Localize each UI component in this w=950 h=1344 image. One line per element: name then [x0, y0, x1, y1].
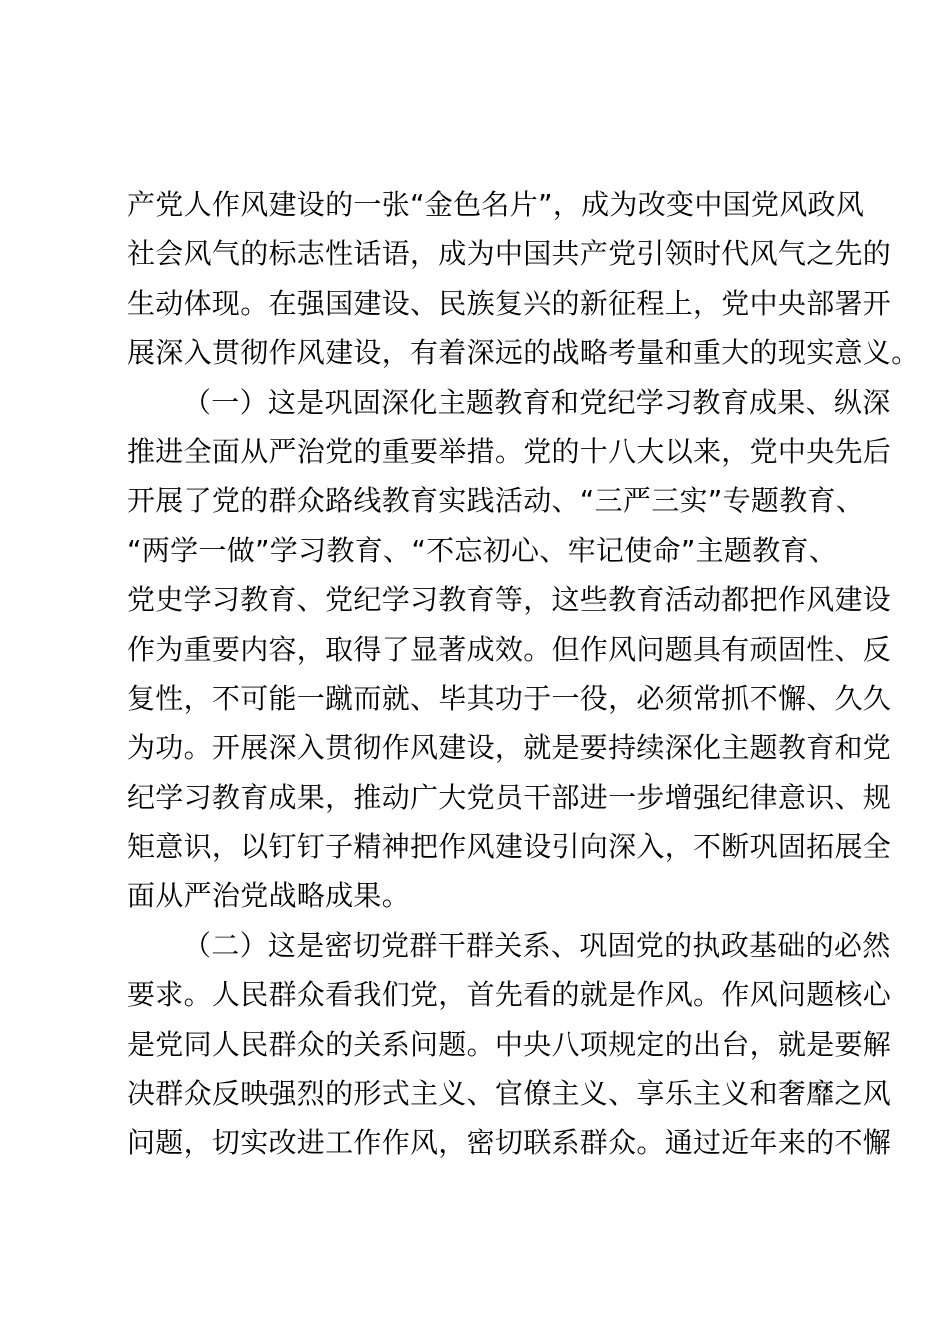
text-line: 纪学习教育成果，推动广大党员干部进一步增强纪律意识、规 [127, 780, 892, 814]
text-line: 产党人作风建设的一张“金色名片”，成为改变中国党风政风 [127, 188, 865, 221]
text-line: 复性，不可能一蹴而就、毕其功于一役，必须常抓不懈、久久 [127, 681, 892, 715]
body-text [127, 180, 920, 1168]
text-line: 社会风气的标志性话语，成为中国共产党引领时代风气之先的 [127, 237, 892, 271]
text-line: 问题，切实改进工作作风，密切联系群众。通过近年来的不懈 [127, 1126, 892, 1160]
text-line: 推进全面从严治党的重要举措。党的十八大以来，党中央先后 [127, 434, 892, 468]
text-line: “两学一做”学习教育、“不忘初心、牢记使命”主题教育、 [127, 533, 838, 567]
text-line: 矩意识，以钉钉子精神把作风建设引向深入，不断巩固拓展全 [127, 830, 892, 864]
text-line: 要求。人民群众看我们党，首先看的就是作风。作风问题核心 [127, 978, 892, 1012]
text-line: 作为重要内容，取得了显著成效。但作风问题具有顽固性、反 [127, 632, 892, 666]
text-line: （一）这是巩固深化主题教育和党纪学习教育成果、纵深 [183, 385, 891, 419]
text-line: （二）这是密切党群干群关系、巩固党的执政基础的必然 [183, 928, 891, 962]
text-line: 生动体现。在强国建设、民族复兴的新征程上，党中央部署开 [127, 286, 892, 320]
text-line: 面从严治党战略成果。 [127, 879, 411, 913]
text-line: 是党同人民群众的关系问题。中央八项规定的出台，就是要解 [127, 1027, 892, 1061]
text-line: 党史学习教育、党纪学习教育等，这些教育活动都把作风建设 [127, 583, 892, 617]
text-line: 为功。开展深入贯彻作风建设，就是要持续深化主题教育和党 [127, 731, 892, 765]
text-line: 决群众反映强烈的形式主义、官僚主义、享乐主义和奢靡之风 [127, 1077, 892, 1111]
text-line: 展深入贯彻作风建设，有着深远的战略考量和重大的现实意义。 [127, 336, 920, 370]
text-line: 开展了党的群众路线教育实践活动、“三严三实”专题教育、 [127, 484, 865, 518]
